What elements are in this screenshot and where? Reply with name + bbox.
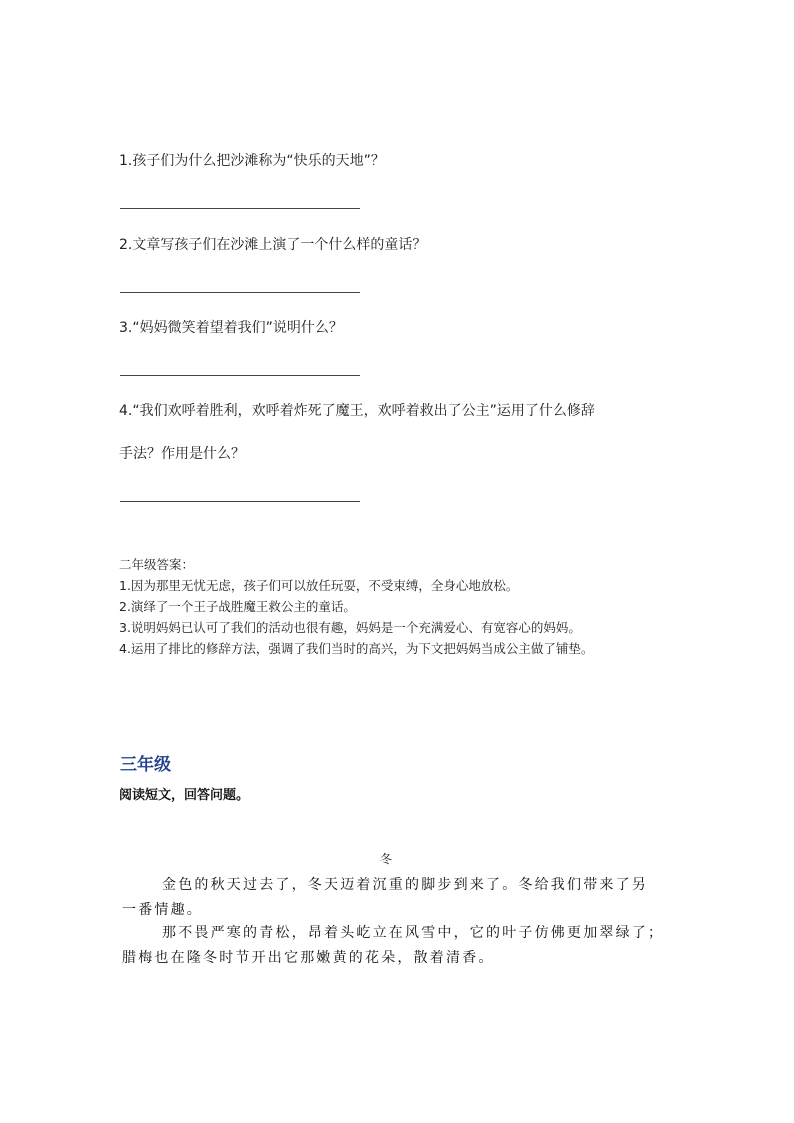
answers-heading: 二年级答案：: [119, 557, 195, 572]
answer-line-2: [120, 292, 360, 293]
section-title: 三年级: [120, 755, 171, 775]
question-4: 4.“我们欢呼着胜利，欢呼着炸死了魔王，欢呼着救出了公主”运用了什么修辞: [119, 403, 595, 419]
answer-line-4: [120, 501, 360, 502]
question-2: 2.文章写孩子们在沙滩上演了一个什么样的童话？: [119, 237, 427, 253]
section-instruction: 阅读短文，回答问题。: [119, 788, 250, 803]
story-line-2: 一番情趣。: [122, 902, 203, 918]
answer-item-2: 2.演绎了一个王子战胜魔王救公主的童话。: [119, 599, 356, 614]
answer-line-1: [120, 208, 360, 209]
question-1: 1.孩子们为什么把沙滩称为“快乐的天地”？: [119, 153, 385, 169]
answer-item-1: 1.因为那里无忧无虑，孩子们可以放任玩耍，不受束缚，全身心地放松。: [119, 578, 519, 593]
question-3: 3.“妈妈微笑着望着我们”说明什么？: [119, 320, 343, 336]
answer-item-3: 3.说明妈妈已认可了我们的活动也很有趣，妈妈是一个充满爱心、有宽容心的妈妈。: [119, 620, 581, 635]
story-title: 冬: [380, 852, 393, 866]
answer-item-4: 4.运用了排比的修辞方法，强调了我们当时的高兴，为下文把妈妈当成公主做了铺垫。: [119, 641, 594, 656]
story-line-4: 腊梅也在隆冬时节开出它那嫩黄的花朵，散着清香。: [122, 950, 495, 966]
answer-line-3: [120, 375, 360, 376]
story-line-1: 金色的秋天过去了，冬天迈着沉重的脚步到来了。冬给我们带来了另: [162, 877, 648, 893]
story-line-3: 那不畏严寒的青松，昂着头屹立在风雪中，它的叶子仿佛更加翠绿了；: [162, 925, 665, 941]
question-4-continued: 手法？作用是什么？: [119, 446, 245, 462]
